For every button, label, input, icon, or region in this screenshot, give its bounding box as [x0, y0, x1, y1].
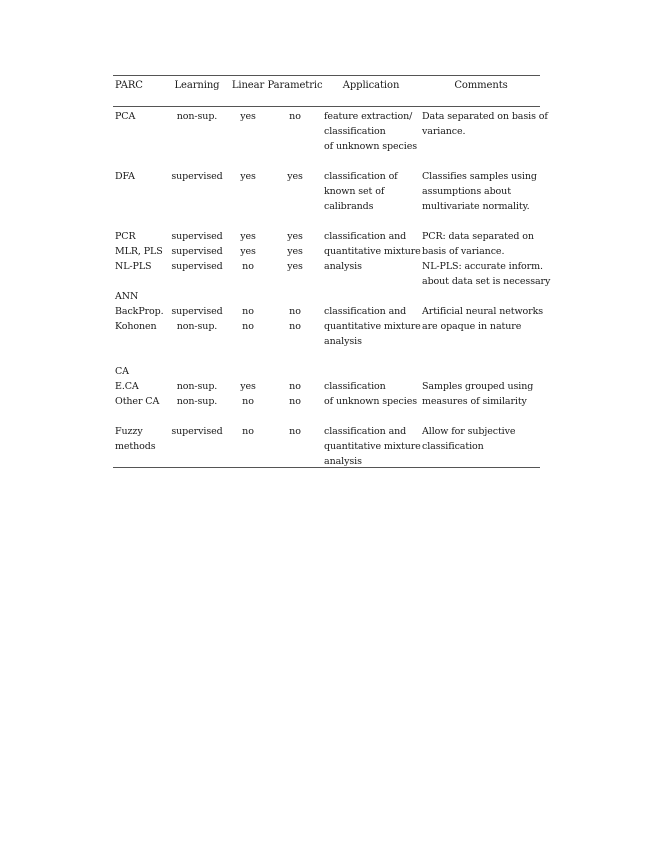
row-dfa-comments: Classifies samples using assumptions about multivariate normality.	[422, 171, 537, 212]
row-regression-comments: PCR: data separated on basis of variance. NL-PLS: accurate inform. about data set is necessary	[422, 231, 551, 287]
row-ann-linear: no no	[242, 306, 254, 332]
row-dfa-parc: DFA	[115, 171, 135, 182]
row-ann-learning: supervised non-sup.	[171, 306, 223, 332]
row-fuzzy-comments: Allow for subjective classification	[422, 426, 516, 452]
row-fuzzy-learning: supervised	[171, 426, 223, 437]
row-pca-parc: PCA	[115, 111, 136, 122]
row-pca-learning: non-sup.	[176, 111, 218, 122]
row-dfa-linear: yes	[240, 171, 256, 182]
row-fuzzy-parametric: no	[289, 426, 301, 437]
row-fuzzy-linear: no	[242, 426, 254, 437]
row-regression-linear: yes yes no	[240, 231, 256, 272]
header-comments: Comments	[454, 80, 508, 91]
row-fuzzy-parc: Fuzzy methods	[115, 426, 156, 452]
row-pca-application: feature extraction/ classification of unknown species	[324, 111, 417, 152]
row-ca-parc: CA E.CA Other CA	[115, 366, 160, 407]
row-ann-application: classification and quantitative mixture analysis	[324, 306, 421, 347]
row-pca-linear: yes	[240, 111, 256, 122]
row-ann-parametric: no no	[289, 306, 301, 332]
row-regression-parc: PCR MLR, PLS NL-PLS	[115, 231, 163, 272]
row-regression-learning: supervised supervised supervised	[171, 231, 223, 272]
row-pca-parametric: no	[289, 111, 301, 122]
row-regression-parametric: yes yes yes	[287, 231, 303, 272]
header-application: Application	[342, 80, 400, 91]
header-linear: Linear	[231, 80, 265, 91]
row-dfa-application: classification of known set of calibrands	[324, 171, 398, 212]
row-regression-application: classification and quantitative mixture analysis	[324, 231, 421, 272]
row-dfa-learning: supervised	[171, 171, 223, 182]
header-parametric: Parametric	[267, 80, 323, 91]
table-header-rule	[113, 106, 540, 107]
row-ann-parc: ANN BackProp. Kohonen	[115, 291, 164, 332]
table-top-rule	[113, 75, 540, 76]
row-ca-application: classification of unknown species	[324, 381, 417, 407]
row-fuzzy-application: classification and quantitative mixture analysis	[324, 426, 421, 467]
header-parc: PARC	[115, 80, 143, 91]
row-ca-parametric: no no	[289, 381, 301, 407]
row-dfa-parametric: yes	[287, 171, 303, 182]
row-ca-linear: yes no	[240, 381, 256, 407]
header-learning: Learning	[174, 80, 220, 91]
row-ann-comments: Artificial neural networks are opaque in nature	[422, 306, 543, 332]
row-ca-learning: non-sup. non-sup.	[176, 381, 218, 407]
row-ca-comments: Samples grouped using measures of similarity	[422, 381, 534, 407]
row-pca-comments: Data separated on basis of variance.	[422, 111, 548, 137]
